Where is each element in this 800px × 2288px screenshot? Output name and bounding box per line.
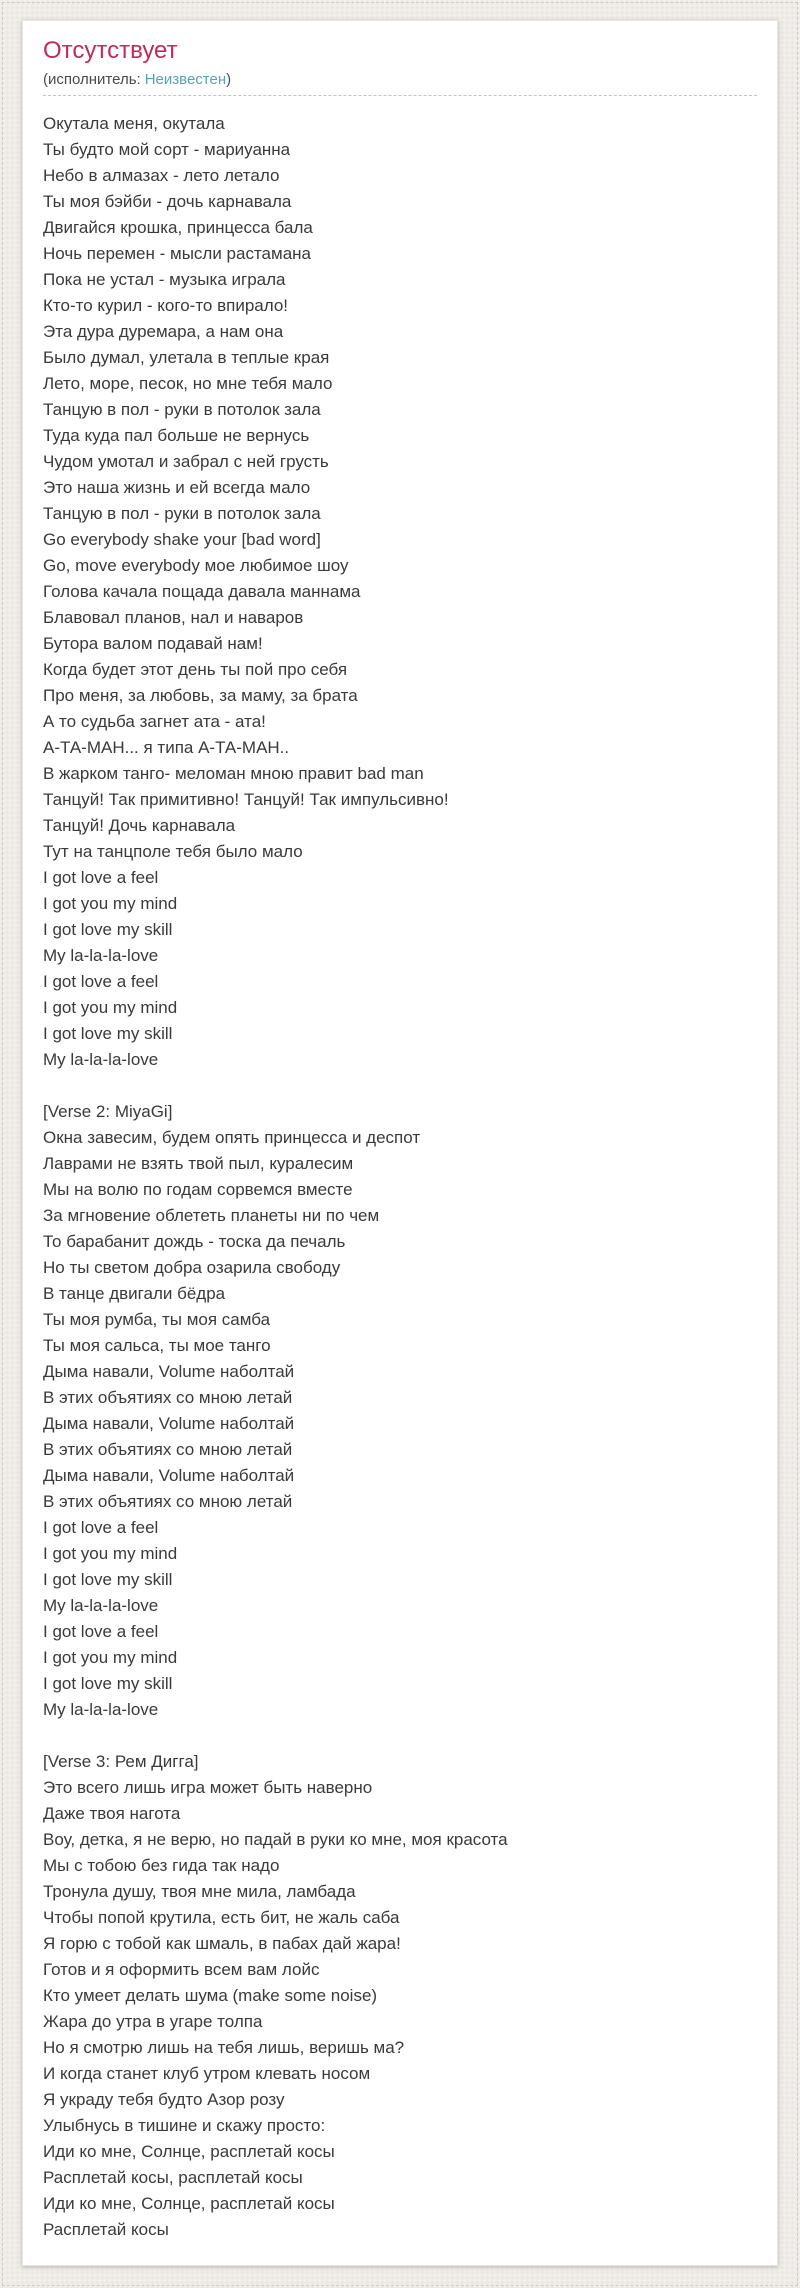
lyric-line: А то судьба загнет ата - ата! [43,712,266,731]
lyric-line: Но я смотрю лишь на тебя лишь, веришь ма? [43,2038,405,2057]
lyric-line: I got love a feel [43,1622,159,1641]
lyric-line: Чудом умотал и забрал с ней грусть [43,452,329,471]
lyrics-text [43,111,757,2243]
blank-line [43,1073,757,1099]
lyric-line: Ты моя румба, ты моя самба [43,1310,271,1329]
lyric-line: Ты будто мой сорт - мариуанна [43,140,291,159]
lyric-line: I got love my skill [43,1024,173,1043]
lyric-line: Дыма навали, Volume наболтай [43,1466,295,1485]
blank-line [43,1723,757,1749]
lyric-line: Кто-то курил - кого-то впирало! [43,296,289,315]
lyric-line: I got love a feel [43,972,159,991]
artist-link[interactable]: Неизвестен [144,71,227,88]
lyric-line: За мгновение облететь планеты ни по чем [43,1206,380,1225]
lyric-line: Тут на танцполе тебя было мало [43,842,303,861]
lyric-line: Лето, море, песок, но мне тебя мало [43,374,333,393]
lyric-line: Мы с тобою без гида так надо [43,1856,280,1875]
lyric-line: I got you my mind [43,1544,178,1563]
artist-line [43,70,757,96]
lyric-line: I got love my skill [43,920,173,939]
lyric-line: Голова качала пощада давала маннама [43,582,361,601]
lyric-line: В танце двигали бёдра [43,1284,226,1303]
artist-label-closing-paren: ) [226,71,232,88]
lyric-line: Ты моя бэйби - дочь карнавала [43,192,292,211]
lyric-line: Когда будет этот день ты пой про себя [43,660,348,679]
lyric-line: Двигайся крошка, принцесса бала [43,218,313,237]
lyric-line: My la-la-la-love [43,946,159,965]
lyric-line: Воу, детка, я не верю, но падай в руки ко мне, моя красота [43,1830,508,1849]
lyric-line: Я украду тебя будто Азор розу [43,2090,285,2109]
lyric-line: В этих объятиях со мною летай [43,1492,293,1511]
lyric-line: Иди ко мне, Солнце, расплетай косы [43,2194,335,2213]
lyric-line: Иди ко мне, Солнце, расплетай косы [43,2142,335,2161]
lyric-line: Про меня, за любовь, за маму, за брата [43,686,358,705]
lyric-line: I got love a feel [43,868,159,887]
lyric-line: И когда станет клуб утром клевать носом [43,2064,371,2083]
lyric-line: My la-la-la-love [43,1596,159,1615]
lyric-line: Танцую в пол - руки в потолок зала [43,400,321,419]
lyric-line: Я горю с тобой как шмаль, в пабах дай жара! [43,1934,401,1953]
song-title: Отсутствует [43,37,178,64]
lyric-line: Дыма навали, Volume наболтай [43,1362,295,1381]
lyric-line: Лаврами не взять твой пыл, куралесим [43,1154,354,1173]
lyric-line: Танцую в пол - руки в потолок зала [43,504,321,523]
lyric-line: Go everybody shake your [bad word] [43,530,321,549]
lyric-line: Но ты светом добра озарила свободу [43,1258,341,1277]
lyric-line: Танцуй! Дочь карнавала [43,816,236,835]
lyric-line: Расплетай косы [43,2220,169,2239]
lyric-line: I got you my mind [43,894,178,913]
lyric-line: В этих объятиях со мною летай [43,1388,293,1407]
lyric-line: My la-la-la-love [43,1050,159,1069]
lyric-line: Даже твоя нагота [43,1804,181,1823]
lyric-line: Окутала меня, окутала [43,114,225,133]
lyric-line: Пока не устал - музыка играла [43,270,286,289]
lyric-line: Было думал, улетала в теплые края [43,348,330,367]
lyric-line: Бутора валом подавай нам! [43,634,263,653]
lyric-line: Ты моя сальса, ты мое танго [43,1336,271,1355]
lyric-line: Это наша жизнь и ей всегда мало [43,478,311,497]
lyric-line: Жара до утра в угаре толпа [43,2012,263,2031]
lyric-line: I got you my mind [43,998,178,1017]
artist-label: (исполнитель: [43,71,141,88]
lyric-line: Go, move everybody мое любимое шоу [43,556,349,575]
lyric-line: Тронула душу, твоя мне мила, ламбада [43,1882,356,1901]
lyric-line: Мы на волю по годам сорвемся вместе [43,1180,353,1199]
lyric-line: I got love my skill [43,1570,173,1589]
lyric-line: Расплетай косы, расплетай косы [43,2168,303,2187]
lyric-line: В этих объятиях со мною летай [43,1440,293,1459]
lyric-line: Окна завесим, будем опять принцесса и деспот [43,1128,421,1147]
lyric-line: Эта дура дуремара, а нам она [43,322,284,341]
lyric-line: I got love my skill [43,1674,173,1693]
lyric-line: Чтобы попой крутила, есть бит, не жаль саба [43,1908,400,1927]
lyric-line: А-ТА-МАН... я типа А-ТА-МАН.. [43,738,290,757]
lyric-line: Блавовал планов, нал и наваров [43,608,304,627]
lyrics-card [22,20,778,2266]
lyric-line: Готов и я оформить всем вам лойс [43,1960,320,1979]
lyric-line: I got love a feel [43,1518,159,1537]
lyric-line: Улыбнусь в тишине и скажу просто: [43,2116,326,2135]
lyric-line: Кто умеет делать шума (make some noise) [43,1986,378,2005]
lyric-line: То барабанит дождь - тоска да печаль [43,1232,346,1251]
lyric-line: Это всего лишь игра может быть наверно [43,1778,373,1797]
verse-header: [Verse 3: Рем Дигга] [43,1752,199,1771]
lyric-line: I got you my mind [43,1648,178,1667]
lyric-line: My la-la-la-love [43,1700,159,1719]
lyric-line: В жарком танго- меломан мною правит bad man [43,764,424,783]
verse-header: [Verse 2: MiyaGi] [43,1102,173,1121]
lyric-line: Ночь перемен - мысли растамана [43,244,311,263]
lyric-line: Небо в алмазах - лето летало [43,166,280,185]
lyric-line: Туда куда пал больше не вернусь [43,426,310,445]
lyric-line: Дыма навали, Volume наболтай [43,1414,295,1433]
lyric-line: Танцуй! Так примитивно! Танцуй! Так импульсивно! [43,790,449,809]
